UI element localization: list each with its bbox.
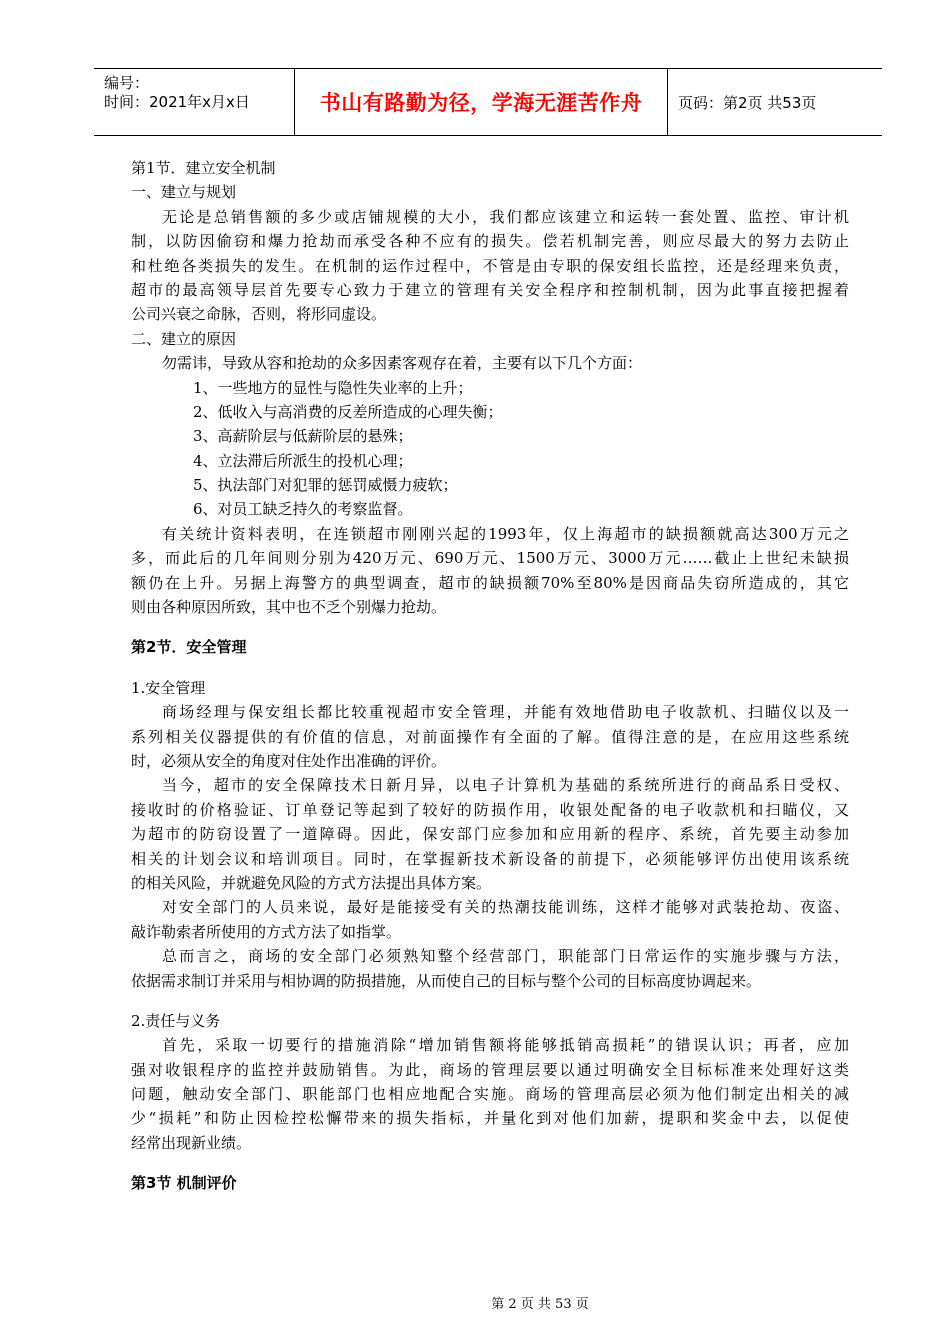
paragraph-line: 多，而此后的几年间则分别为420万元、690万元、1500万元、3000万元……截止上世纪未缺损 [131,549,849,568]
section1-sub2: 二、建立的原因 [131,329,237,348]
section2-title: 第2节．安全管理 [131,638,247,657]
list-item: 4、立法滞后所派生的投机心理； [193,451,413,470]
paragraph-line: 超市的最高领导层首先要专心致力于建立的管理有关安全程序和控制机制，因为此事直接把握着 [131,280,849,299]
paragraph-line: 相关的计划会议和培训项目。同时，在掌握新技术新设备的前提下，必须能够评仿出使用该系统 [131,849,849,868]
paragraph-line: 接收时的价格验证、订单登记等起到了较好的防损作用，收银处配备的电子收款机和扫瞄仪，又 [131,800,849,819]
paragraph-line: 首先，采取一切要行的措施消除“增加销售额将能够抵销高损耗”的错误认识；再者，应加 [162,1036,849,1055]
paragraph-line: 依据需求制订并采用与相协调的防损措施，从而使自己的目标与整个公司的目标高度协调起来。 [131,971,762,990]
paragraph-line: 总而言之，商场的安全部门必须熟知整个经营部门，职能部门日常运作的实施步骤与方法， [162,947,849,966]
list-item: 2、低收入与高消费的反差所造成的心理失衡； [193,402,503,421]
time-label: 时间：2021年x月x日 [104,93,250,111]
header-motto-cell [295,69,668,135]
paragraph-line: 强对收银程序的监控并鼓励销售。为此，商场的管理层要以通过明确安全目标标准来处理好这类 [131,1060,849,1079]
paragraph-line: 问题，触动安全部门、职能部门也相应地配合实施。商场的管理高层必须为他们制定出相关的减 [131,1085,849,1104]
header-meta-cell [94,69,295,135]
paragraph-line: 少“损耗”和防止因检控松懈带来的损失指标，并量化到对他们加薪，提职和奖金中去，以促使 [131,1109,849,1128]
list-item: 3、高薪阶层与低薪阶层的悬殊； [193,427,413,446]
motto-text: 书山有路勤为径，学海无涯苦作舟 [319,91,643,115]
paragraph-line: 则由各种原因所致，其中也不乏个别爆力抢劫。 [131,598,447,617]
list-item: 5、执法部门对犯罪的惩罚威慑力疲软； [193,476,458,495]
paragraph-line: 商场经理与保安组长都比较重视超市安全管理，并能有效地借助电子收款机、扫瞄仪以及一 [162,703,849,722]
paragraph-line: 敲诈勒索者所使用的方式方法了如指掌。 [131,922,402,941]
paragraph-line: 当今，超市的安全保障技术日新月异，以电子计算机为基础的系统所进行的商品系日受权、 [162,776,849,795]
section2-sub2: 2.责任与义务 [131,1011,221,1030]
page-footer: 第 2 页 共 53 页 [491,1297,589,1312]
number-label: 编号： [104,74,150,92]
section1-title: 第1节．建立安全机制 [131,159,276,177]
paragraph-line: 公司兴衰之命脉，否则，将形同虚设。 [131,305,387,324]
paragraph-line: 经常出现新业绩。 [131,1133,252,1152]
paragraph-line: 和杜绝各类损失的发生。在机制的运作过程中，不管是由专职的保安组长监控，还是经理来负责， [131,256,849,275]
paragraph-line: 系列相关仪器提供的有价值的信息，对前面操作有全面的了解。值得注意的是，在应用这些系统 [131,727,849,746]
paragraph-line: 额仍在上升。另据上海警方的典型调查，超市的缺损额70%至80%是因商品失窃所造成的，其它 [131,573,849,592]
header-page-cell [668,69,882,135]
paragraph-line: 为超市的防窃设置了一道障碍。因此，保安部门应参加和应用新的程序、系统，首先要主动参加 [131,825,849,844]
section3-title: 第3节 机制评价 [131,1174,237,1193]
list-item: 6、对员工缺乏持久的考察监督。 [193,500,413,519]
paragraph-line: 制，以防因偷窃和爆力抢劫而承受各种不应有的损失。偿若机制完善，则应尽最大的努力去防止 [131,232,849,251]
paragraph-line: 对安全部门的人员来说，最好是能接受有关的热潮技能训练，这样才能够对武装抢劫、夜盗、 [162,898,849,917]
page-header [94,68,882,136]
reasons-intro: 勿需讳，导致从容和抢劫的众多因素客观存在着，主要有以下几个方面： [162,354,643,373]
page-code: 页码：第2页 共53页 [678,93,817,112]
list-item: 1、一些地方的显性与隐性失业率的上升； [193,378,473,397]
paragraph-line: 的相关风险，并就避免风险的方式方法提出具体方案。 [131,873,492,892]
section2-sub1: 1.安全管理 [131,678,206,697]
section1-sub1: 一、建立与规划 [131,183,237,202]
document-body [131,156,849,1196]
paragraph-line: 有关统计资料表明，在连锁超市刚刚兴起的1993年，仅上海超市的缺损额就高达300万元之 [162,524,849,543]
paragraph-line: 无论是总销售额的多少或店铺规模的大小，我们都应该建立和运转一套处置、监控、审计机 [162,207,849,226]
paragraph-line: 时，必须从安全的角度对住处作出准确的评价。 [131,751,447,770]
